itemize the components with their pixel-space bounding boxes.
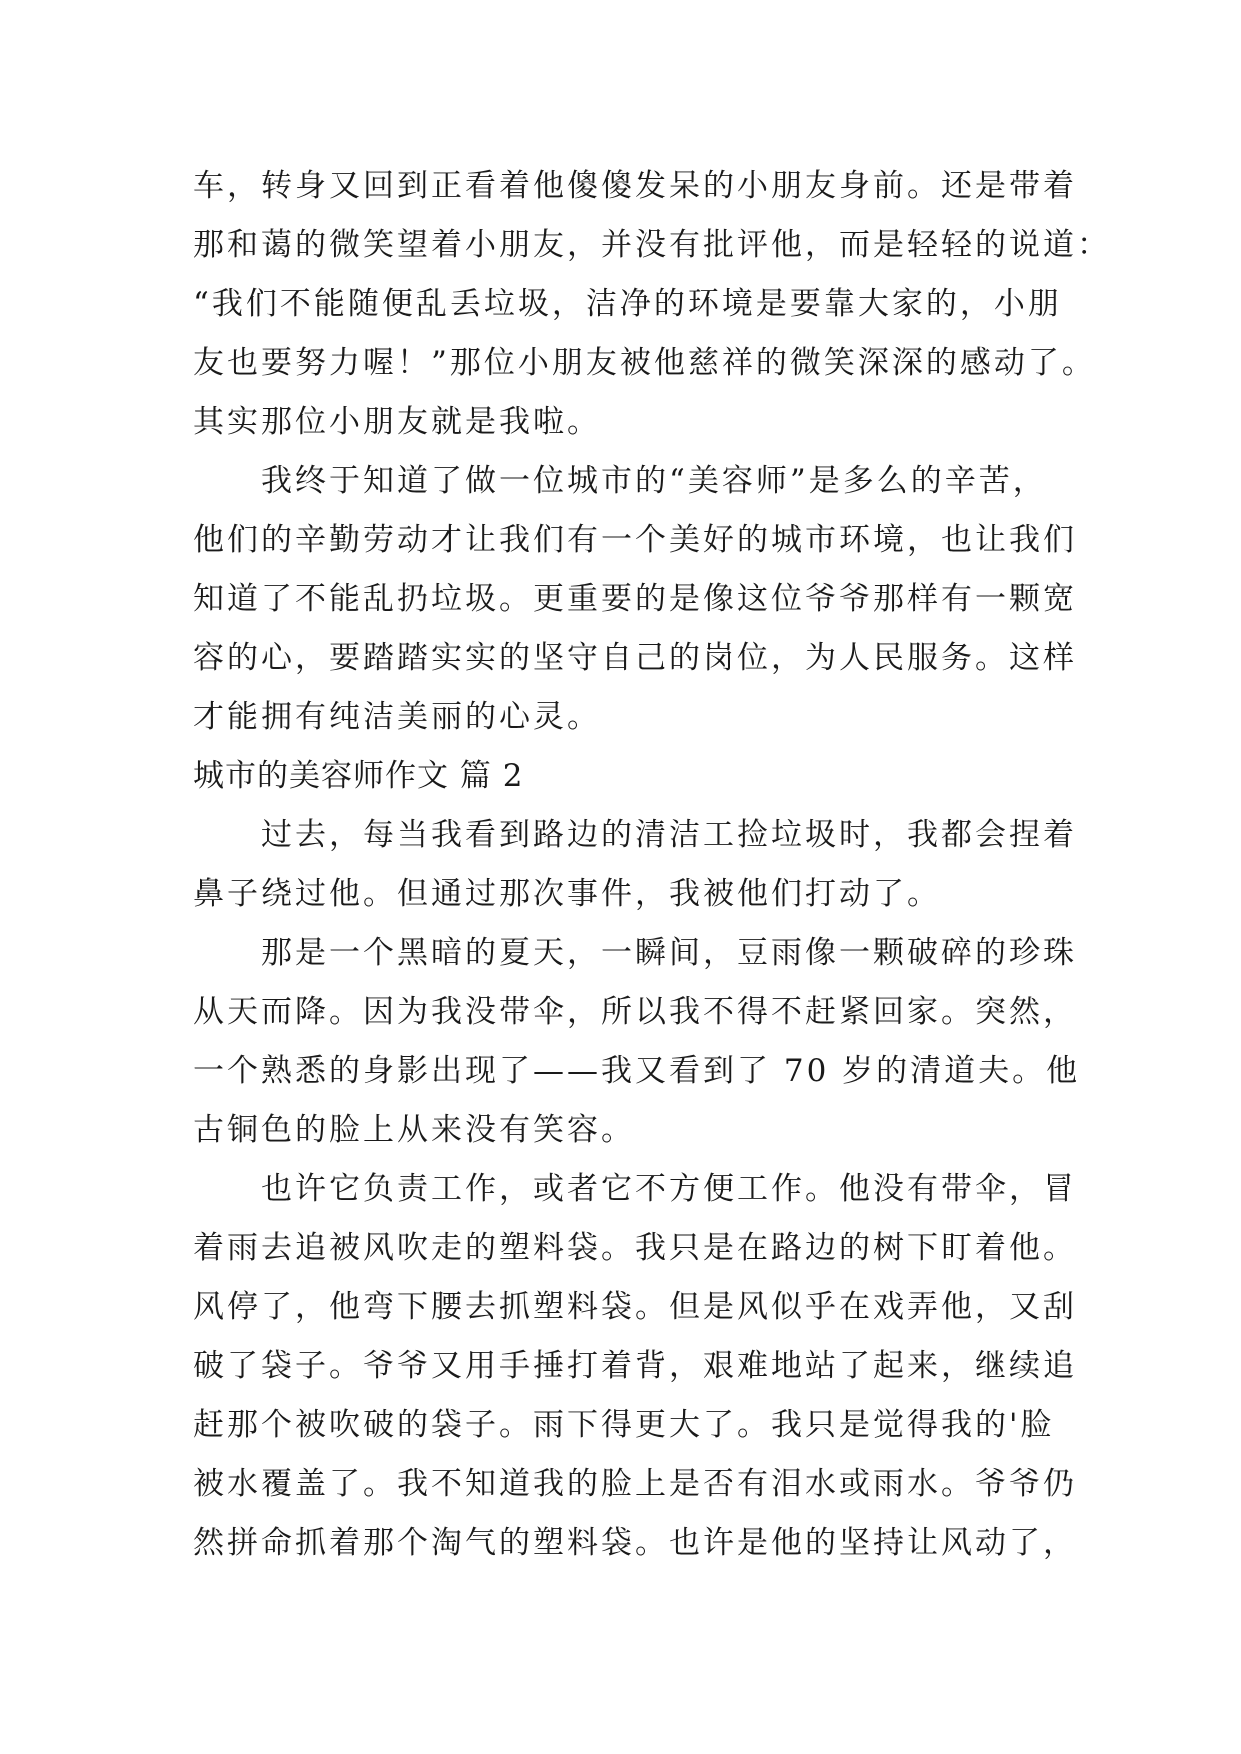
text-line: “我们不能随便乱丢垃圾，洁净的环境是要靠大家的，小朋: [193, 286, 1062, 322]
text-line: 赶那个被吹破的袋子。雨下得更大了。我只是觉得我的'脸: [193, 1407, 1055, 1443]
text-line: 容的心，要踏踏实实的坚守自己的岗位，为人民服务。这样: [193, 640, 1077, 676]
section-heading: 城市的美容师作文 篇 2: [193, 758, 524, 794]
text-line: 被水覆盖了。我不知道我的脸上是否有泪水或雨水。爷爷仍: [193, 1466, 1077, 1502]
text-line: 从天而降。因为我没带伞，所以我不得不赶紧回家。突然，: [193, 994, 1077, 1030]
text-line: 也许它负责工作，或者它不方便工作。他没有带伞，冒: [193, 1171, 1077, 1207]
text-line: 车，转身又回到正看着他傻傻发呆的小朋友身前。还是带着: [193, 168, 1077, 204]
text-line: 才能拥有纯洁美丽的心灵。: [193, 699, 601, 735]
text-line: 那是一个黑暗的夏天，一瞬间，豆雨像一颗破碎的珍珠: [193, 935, 1077, 971]
text-line: 古铜色的脸上从来没有笑容。: [193, 1112, 635, 1148]
text-line: 他们的辛勤劳动才让我们有一个美好的城市环境，也让我们: [193, 522, 1077, 558]
text-line: 我终于知道了做一位城市的“美容师”是多么的辛苦，: [193, 463, 1047, 499]
text-line: 知道了不能乱扔垃圾。更重要的是像这位爷爷那样有一颗宽: [193, 581, 1077, 617]
text-line: 那和蔼的微笑望着小朋友，并没有批评他，而是轻轻的说道：: [193, 227, 1111, 263]
text-line: 然拼命抓着那个淘气的塑料袋。也许是他的坚持让风动了，: [193, 1525, 1077, 1561]
text-line: 破了袋子。爷爷又用手捶打着背，艰难地站了起来，继续追: [193, 1348, 1077, 1384]
text-line: 一个熟悉的身影出现了——我又看到了 70 岁的清道夫。他: [193, 1053, 1081, 1089]
text-line: 其实那位小朋友就是我啦。: [193, 404, 601, 440]
text-line: 友也要努力喔！”那位小朋友被他慈祥的微笑深深的感动了。: [193, 345, 1096, 381]
text-line: 过去，每当我看到路边的清洁工捡垃圾时，我都会捏着: [193, 817, 1077, 853]
essay-text: [193, 157, 1111, 1573]
text-line: 鼻子绕过他。但通过那次事件，我被他们打动了。: [193, 876, 941, 912]
text-line: 风停了，他弯下腰去抓塑料袋。但是风似乎在戏弄他，又刮: [193, 1289, 1077, 1325]
text-line: 着雨去追被风吹走的塑料袋。我只是在路边的树下盯着他。: [193, 1230, 1077, 1266]
